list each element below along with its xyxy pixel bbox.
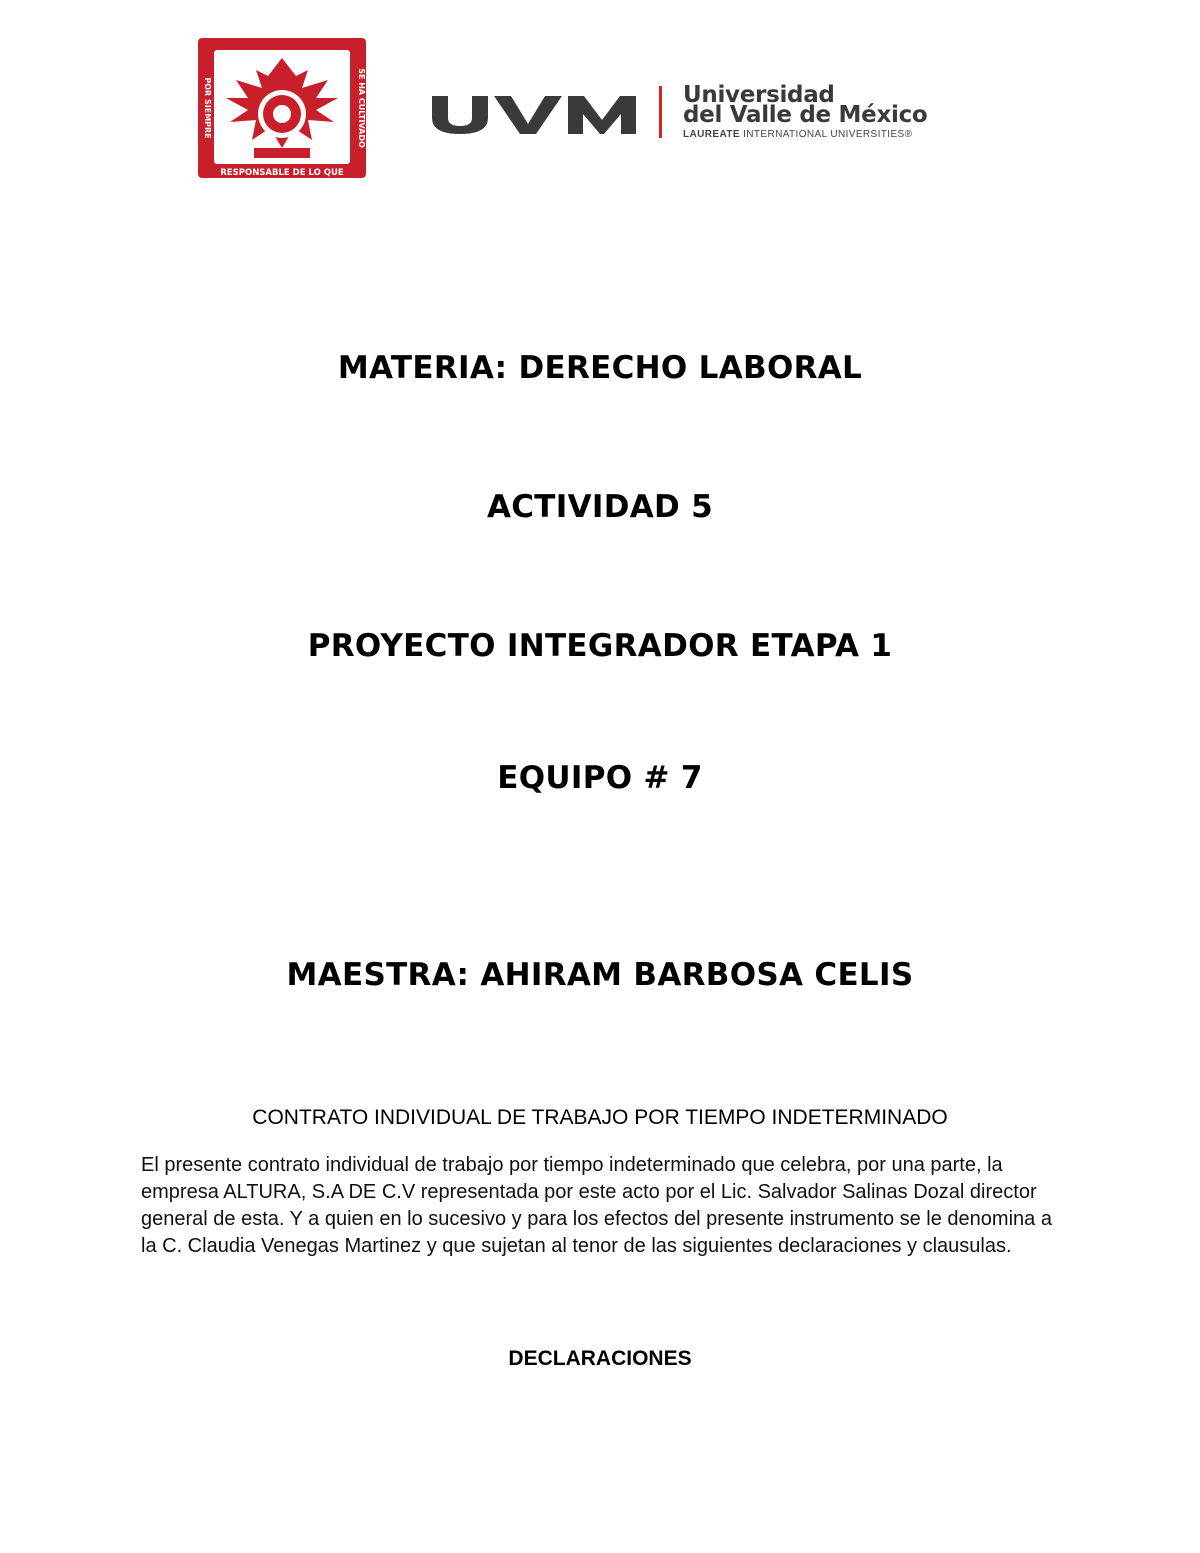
contract-intro-paragraph: El presente contrato individual de trabajo por tiempo indeterminado que celebra, por una parte, la empresa ALTURA, S.A DE C.V representada por este acto por el Lic. Salvador Salinas Dozal director general de esta. Y a quien en lo sucesivo y para los efectos del presente instrumento se le denomina a la C. Claudia Venegas Martinez y que sujetan al tenor de las siguientes declaraciones y clausulas. [141,1154,1052,1257]
svg-text:SE HA CULTIVADO: SE HA CULTIVADO [357,68,366,148]
contract-title: CONTRATO INDIVIDUAL DE TRABAJO POR TIEMPO INDETERMINADO [252,1106,948,1129]
declarations-heading: DECLARACIONES [508,1347,692,1370]
uvm-name-line1: Universidad [683,82,835,108]
laureate-rest-text: INTERNATIONAL UNIVERSITIES® [739,129,913,140]
project-heading: PROYECTO INTEGRADOR ETAPA 1 [307,628,893,664]
uvm-laureate-tagline [683,129,912,140]
uvm-logo-divider [659,86,662,138]
uvm-logo [428,84,958,144]
svg-text:RESPONSABLE DE LO QUE: RESPONSABLE DE LO QUE [220,168,344,178]
subject-heading: MATERIA: DERECHO LABORAL [337,350,863,386]
uvm-name-line2: del Valle de México [683,102,928,128]
uvm-wordmark-icon [428,90,640,136]
institution-seal-logo [196,36,368,180]
activity-heading: ACTIVIDAD 5 [486,489,714,525]
team-heading: EQUIPO # 7 [497,760,703,796]
teacher-heading: MAESTRA: AHIRAM BARBOSA CELIS [286,957,914,993]
laureate-bold-text: LAUREATE [683,129,740,140]
svg-text:POR SIEMPRE: POR SIEMPRE [203,77,212,139]
